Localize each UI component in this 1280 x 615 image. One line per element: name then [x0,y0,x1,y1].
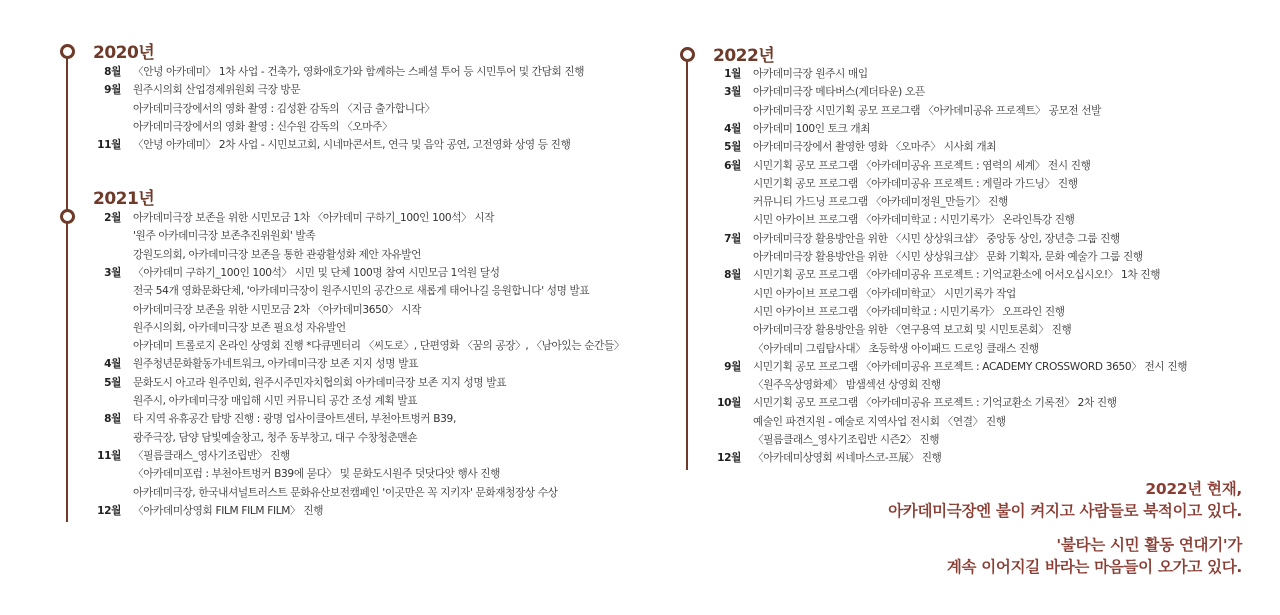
event-text: 〈아카데미포럼 : 부천아트벙커 B39에 묻다〉 및 문화도시원주 덧닷다앗 행사 진행 [133,468,501,481]
event-text: 시민기획 공모 프로그램 〈아카데미공유 프로젝트 : 기억교환소 기록전〉 2차 진행 [753,397,1117,410]
event-text: 〈안녕 아카데미〉 1차 사업 - 건축가, 영화애호가와 함께하는 스페셜 투어 등 시민투어 및 간담회 진행 [133,66,585,78]
event-text: 아카데미극장 보존을 위한 시민모금 1차 〈아카데미 구하기_100인 100석〉 시작 [133,212,495,224]
event-text: 아카데미극장 활용방안을 위한 〈시민 상상워크샵〉 중앙동 상인, 장년층 그룹 진행 [753,232,1120,245]
event-text: 원주청년문화활동가네트워크, 아카데미극장 보존 지지 성명 발표 [133,358,418,371]
event-text: 아카데미극장 메타버스(게더타운) 오픈 [753,86,925,99]
event-text: 시민 아카이브 프로그램 〈아카데미학교 : 시민기록가〉 오프라인 진행 [753,305,1065,318]
event-text: 강원도의회, 아카데미극장 보존을 통한 관광활성화 제안 자유발언 [133,248,421,261]
event-text: 아카데미극장 시민기획 공모 프로그램 〈아카데미공유 프로젝트〉 공모전 선발 [753,104,1101,117]
event-month: 5월 [724,141,741,154]
event-text: 문화도시 아고라 원주민회, 원주시주민자치협의회 아카데미극장 보존 지지 성명 발표 [133,376,507,389]
event-text: 원주시의회, 아카데미극장 보존 필요성 자유발언 [133,321,346,334]
event-month: 10월 [717,397,741,410]
event-month: 6월 [724,159,741,172]
event-month: 8월 [104,66,121,78]
event-text: 시민 아카이브 프로그램 〈아카데미학교 : 시민기록가〉 온라인특강 진행 [753,214,1075,227]
year-heading: 2021년 [93,189,155,209]
event-text: 아카데미극장 활용방안을 위한 〈시민 상상워크샵〉 문화 기획자, 문화 예술가 그룹 진행 [753,251,1143,263]
event-text: 시민 아카이브 프로그램 〈아카데미학교〉 시민기록가 작업 [753,287,1016,300]
event-text: 〈아카데미상영회 FILM FILM FILM〉 진행 [133,504,324,517]
event-text: '원주 아카데미극장 보존추진위원회' 발족 [133,230,316,243]
closing-line-2: 아카데미극장엔 불이 켜지고 사람들로 북적이고 있다. [888,502,1242,520]
event-month: 3월 [724,86,741,99]
event-month: 7월 [724,232,741,245]
event-text: 광주극장, 담양 담빛예술창고, 청주 동부창고, 대구 수창청춘맨숀 [133,431,418,444]
closing-line-1: 2022년 현재, [1145,480,1242,498]
closing-line-3: '불타는 시민 활동 연대기'가 [1056,536,1242,554]
event-text: 예술인 파견지원 - 예술로 지역사업 전시회 〈연결〉 진행 [753,415,1006,428]
year-heading: 2020년 [93,43,155,63]
event-text: 〈안녕 아카데미〉 2차 사업 - 시민보고회, 시네마콘서트, 연극 및 음악 공연, 고전영화 상영 등 진행 [133,139,571,152]
event-text: 〈필름클래스_영사기조립반 시즌2〉 진행 [753,434,940,446]
event-text: 시민기획 공모 프로그램 〈아카데미공유 프로젝트 : 기억교환소에 어서오십시오!〉 1차 진행 [753,269,1161,282]
event-text: 〈아카데미상영회 씨네마스코-프展〉 진행 [753,452,942,465]
event-text: 커뮤니티 가드닝 프로그램 〈아카데미정원_만들기〉 진행 [753,196,1008,209]
event-text: 〈아카데미 그림탐사대〉 초등학생 아이패드 드로잉 클래스 진행 [753,342,1039,355]
closing-line-4: 계속 이어지길 바라는 마음들이 오가고 있다. [946,558,1242,576]
event-text: 시민기획 공모 프로그램 〈아카데미공유 프로젝트 : ACADEMY CROSSWORD 3650〉 전시 진행 [753,360,1188,373]
event-month: 12월 [717,452,741,465]
event-month: 2월 [104,212,121,224]
event-text: 아카데미극장에서의 영화 촬영 : 김성환 감독의 〈지금 출가합니다〉 [133,102,435,115]
event-text: 아카데미극장에서의 영화 촬영 : 신수원 감독의 〈오마주〉 [133,120,393,133]
event-month: 5월 [104,376,121,389]
timeline-line [66,52,68,522]
event-month: 11월 [97,449,121,462]
event-text: 〈아카데미 구하기_100인 100석〉 시민 및 단체 100명 참여 시민모금 1억원 달성 [133,266,500,279]
event-month: 4월 [104,358,121,371]
timeline-line [686,52,688,470]
event-text: 〈필름클래스_영사기조립반〉 진행 [133,449,290,462]
event-month: 4월 [724,122,741,135]
event-month: 11월 [97,139,121,152]
event-text: 타 지역 유휴공간 탐방 진행 : 광명 업사이클아트센터, 부천아트벙커 B39, [133,413,456,426]
event-month: 1월 [724,68,741,80]
timeline-dot-icon [60,44,75,59]
event-month: 3월 [104,266,121,279]
event-text: 원주시, 아카데미극장 매입해 시민 커뮤니티 공간 조성 계획 발표 [133,395,418,407]
event-text: 시민기획 공모 프로그램 〈아카데미공유 프로젝트 : 염력의 세계〉 전시 진행 [753,159,1091,172]
event-text: 아카데미 트롤로지 온라인 상영회 진행 *다큐멘터리 〈씨도로〉, 단편영화 〈꿈의 공장〉, 〈남아있는 순간들〉 [133,340,625,353]
event-text: 아카데미극장에서 촬영한 영화 〈오마주〉 시사회 개최 [753,141,997,154]
event-month: 9월 [724,360,741,373]
event-text: 〈원주옥상영화제〉 밤샘섹션 상영회 진행 [753,379,941,392]
event-text: 아카데미 100인 토크 개최 [753,122,871,135]
event-text: 아카데미극장 보존을 위한 시민모금 2차 〈아카데미3650〉 시작 [133,303,421,316]
event-text: 시민기획 공모 프로그램 〈아카데미공유 프로젝트 : 게릴라 가드닝〉 진행 [753,177,1078,190]
closing-statement-2 [947,534,1242,578]
closing-statement-1 [888,478,1242,522]
event-text: 아카데미극장, 한국내셔널트러스트 문화유산보전캠페인 '이곳만은 꼭 지키자' 문화재청장상 수상 [133,486,558,499]
timeline-dot-icon [680,47,695,62]
event-text: 원주시의회 산업경제위원회 극장 방문 [133,84,301,97]
timeline-dot-icon [60,209,75,224]
year-heading: 2022년 [713,46,775,66]
event-month: 8월 [724,269,741,282]
event-text: 전국 54개 영화문화단체, '아카데미극장이 원주시민의 공간으로 새롭게 태어나길 응원합니다' 성명 발표 [133,285,590,298]
event-month: 9월 [104,84,121,97]
event-text: 아카데미극장 활용방안을 위한 〈연구용역 보고회 및 시민토론회〉 진행 [753,324,1072,337]
event-text: 아카데미극장 원주시 매입 [753,68,868,80]
event-month: 8월 [104,413,121,426]
event-month: 12월 [97,504,121,517]
